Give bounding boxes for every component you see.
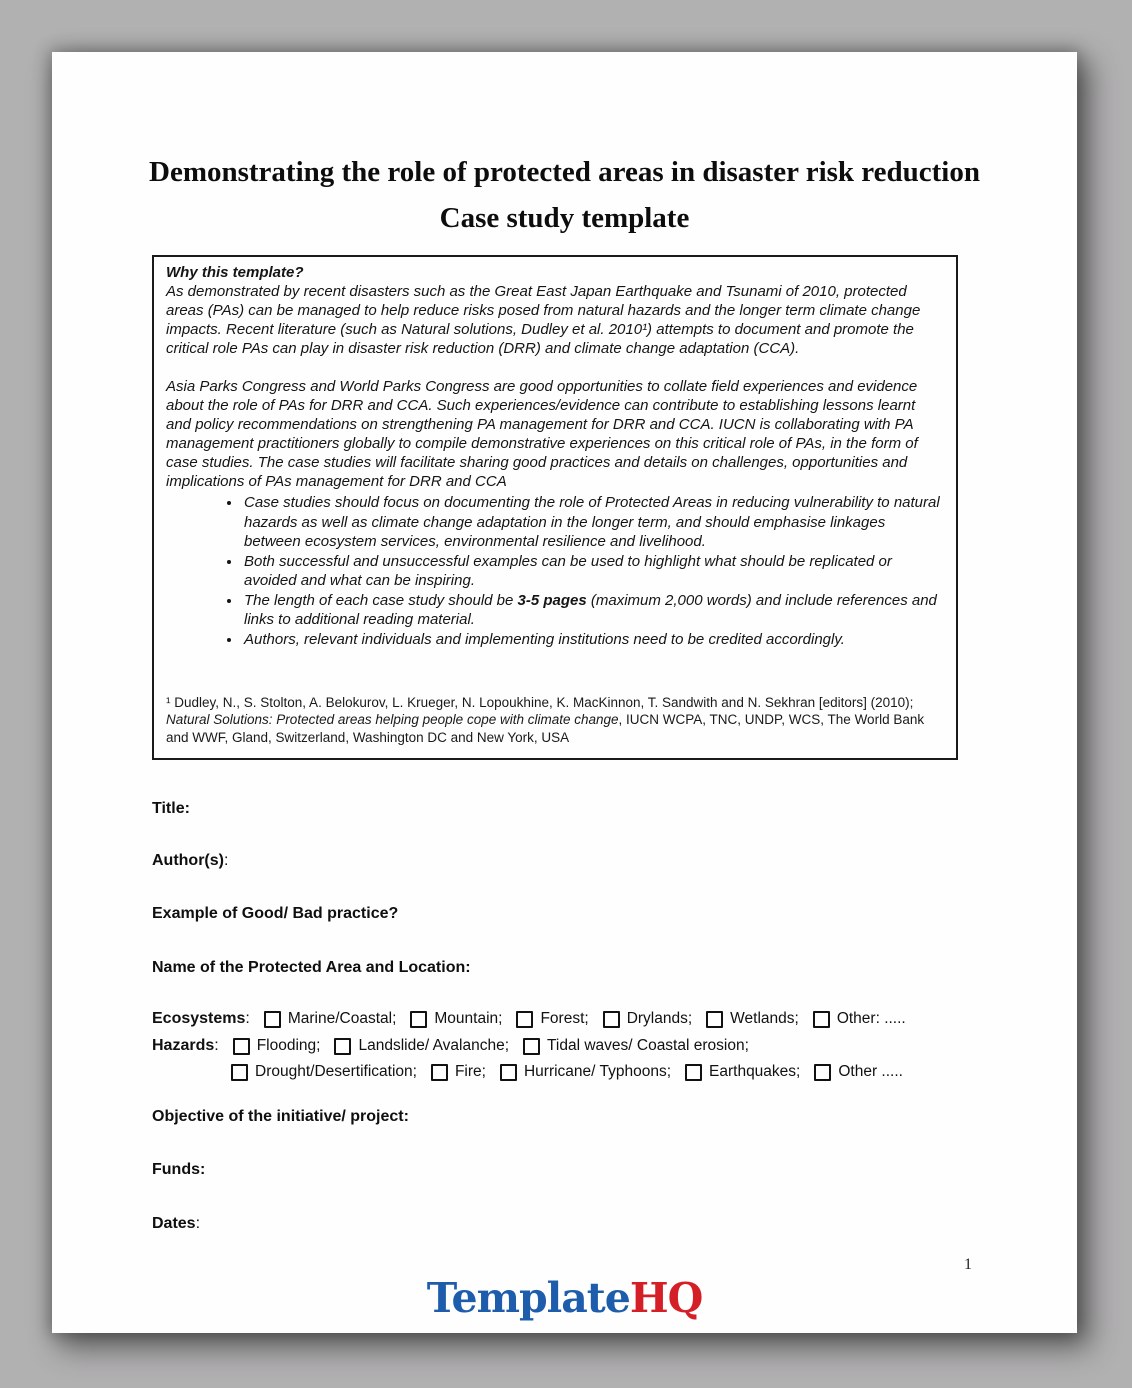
checkbox[interactable]: [233, 1038, 250, 1055]
why-this-template-box: [152, 255, 958, 760]
hazards-row-2: [231, 1063, 903, 1081]
bullet-text: Both successful and unsuccessful examples can be used to highlight what should be replicated or avoided and what can be inspiring.: [244, 552, 892, 589]
checkbox-label: Flooding;: [256, 1037, 321, 1054]
field-label-authors-colon: :: [223, 852, 229, 869]
ecosystems-label-colon: :: [245, 1010, 250, 1027]
checkbox-label: Marine/Coastal;: [287, 1010, 397, 1027]
checkbox-label: Earthquakes;: [709, 1063, 801, 1080]
checkbox[interactable]: [516, 1011, 533, 1028]
hazards-row-1: [152, 1037, 749, 1055]
checkbox[interactable]: [431, 1064, 448, 1081]
field-label-funds: Funds:: [152, 1161, 206, 1178]
field-label-protected-area: Name of the Protected Area and Location:: [152, 959, 471, 976]
field-label-objective: Objective of the initiative/ project:: [152, 1108, 409, 1125]
checkbox-option-earthquakes: [685, 1063, 800, 1081]
field-label-title: Title:: [152, 800, 190, 817]
bullet-text: Authors, relevant individuals and implementing institutions need to be credited accordingly.: [244, 630, 845, 648]
hazards-label-colon: :: [214, 1037, 219, 1054]
checkbox-option-hurricane: [500, 1063, 671, 1081]
bullet-item-3: [242, 591, 940, 630]
field-label-dates-text: Dates: [152, 1215, 196, 1232]
templatehq-logo: [52, 1274, 1077, 1322]
ecosystems-label-text: Ecosystems: [152, 1010, 246, 1027]
footnote-prefix: ¹ Dudley, N., S. Stolton, A. Belokurov, L. Krueger, N. Lopoukhine, K. MacKinnon, T. Sandwith and N. Sekhran [editors] (2010);: [166, 694, 914, 710]
checkbox-option-forest: [516, 1010, 588, 1028]
logo-text-template: Template: [426, 1274, 630, 1322]
field-label-authors-text: Author(s): [152, 852, 224, 869]
checkbox[interactable]: [500, 1064, 517, 1081]
bullet-text-prefix: The length of each case study should be: [244, 591, 518, 609]
checkbox-label: Forest;: [540, 1010, 589, 1027]
bullet-text-suffix: (maximum 2,000 words) and include references and links to additional reading material.: [244, 591, 937, 628]
bullet-item-4: [242, 630, 940, 650]
checkbox[interactable]: [603, 1011, 620, 1028]
footnote-suffix: , IUCN WCPA, TNC, UNDP, WCS, The World Bank and WWF, Gland, Switzerland, Washington DC and New York, USA: [166, 712, 925, 745]
checkbox[interactable]: [685, 1064, 702, 1081]
field-label-practice: Example of Good/ Bad practice?: [152, 905, 399, 922]
checkbox[interactable]: [814, 1064, 831, 1081]
checkbox-option-drylands: [603, 1010, 692, 1028]
checkbox-option-fire: [431, 1063, 486, 1081]
checkbox-label: Wetlands;: [730, 1010, 799, 1027]
bullet-text-bold: 3-5 pages: [517, 591, 587, 609]
checkbox-option-tidal-waves: [523, 1037, 749, 1055]
box-heading: Why this template?: [166, 264, 304, 281]
checkbox-option-hazards-other: [814, 1063, 903, 1081]
bullet-item-2: [242, 552, 940, 591]
checkbox[interactable]: [706, 1011, 723, 1028]
checkbox-option-wetlands: [706, 1010, 799, 1028]
checkbox[interactable]: [334, 1038, 351, 1055]
footnote-book-title: Natural Solutions: Protected areas helping people cope with climate change: [166, 712, 619, 727]
document-title-line1: Demonstrating the role of protected areas in disaster risk reduction: [149, 156, 980, 188]
checkbox-label: Landslide/ Avalanche;: [358, 1037, 509, 1054]
hazards-label: [152, 1037, 219, 1055]
page-number: 1: [964, 1256, 972, 1273]
checkbox[interactable]: [231, 1064, 248, 1081]
logo-text-hq: HQ: [629, 1274, 703, 1322]
field-label-dates: [152, 1215, 200, 1233]
checkbox-label: Drought/Desertification;: [255, 1063, 417, 1080]
checkbox-label: Drylands;: [626, 1010, 693, 1027]
checkbox-label: Other .....: [838, 1063, 903, 1080]
hazards-label-text: Hazards: [152, 1037, 215, 1054]
document-page: [52, 52, 1077, 1333]
bullet-item-1: [242, 493, 940, 552]
box-paragraph-1: As demonstrated by recent disasters such as the Great East Japan Earthquake and Tsunami of 2010, protected areas (PAs) can be managed to help reduce risks posed from natural hazards and the longer term climate change impacts. Recent literature (such as Natural solutions, Dudley et al. 2010¹) attempts to document and promote the critical role PAs can play in disaster risk reduction (DRR) and climate change adaptation (CCA).: [166, 283, 921, 357]
checkbox-option-landslide: [334, 1037, 509, 1055]
bullet-text: Case studies should focus on documenting the role of Protected Areas in reducing vulnerability to natural hazards as well as climate change adaptation in the longer term, and should emphasise linkages between ecosystem services, environmental resilience and livelihood.: [244, 494, 940, 550]
ecosystems-row: [152, 1010, 906, 1028]
checkbox-label: Fire;: [454, 1063, 486, 1080]
checkbox[interactable]: [264, 1011, 281, 1028]
checkbox-option-flooding: [233, 1037, 321, 1055]
checkbox[interactable]: [813, 1011, 830, 1028]
checkbox[interactable]: [523, 1038, 540, 1055]
checkbox-option-drought: [231, 1063, 417, 1081]
checkbox-label: Hurricane/ Typhoons;: [523, 1063, 672, 1080]
footnote-citation: [166, 694, 940, 747]
checkbox-option-mountain: [410, 1010, 502, 1028]
checkbox-option-marine-coastal: [264, 1010, 397, 1028]
ecosystems-label: [152, 1010, 250, 1028]
box-bullet-list: [166, 493, 940, 649]
checkbox-option-ecosystems-other: [813, 1010, 906, 1028]
field-label-dates-colon: :: [195, 1215, 201, 1232]
checkbox-label: Tidal waves/ Coastal erosion;: [547, 1037, 749, 1054]
box-paragraph-2: Asia Parks Congress and World Parks Congress are good opportunities to collate field experiences and evidence about the role of PAs for DRR and CCA. Such experiences/evidence can contribute to establishing lessons learnt and policy recommendations on strengthening PA management for DRR and CCA. IUCN is collaborating with PA management practitioners globally to compile demonstrative experiences on this critical role of PAs, in the form of case studies. The case studies will facilitate sharing good practices and details on challenges, opportunities and implications of PAs management for DRR and CCA: [166, 378, 918, 490]
field-label-authors: [152, 852, 228, 870]
checkbox-label: Other: .....: [836, 1010, 906, 1027]
checkbox-label: Mountain;: [434, 1010, 503, 1027]
document-title-line2: Case study template: [439, 202, 690, 234]
checkbox[interactable]: [410, 1011, 427, 1028]
